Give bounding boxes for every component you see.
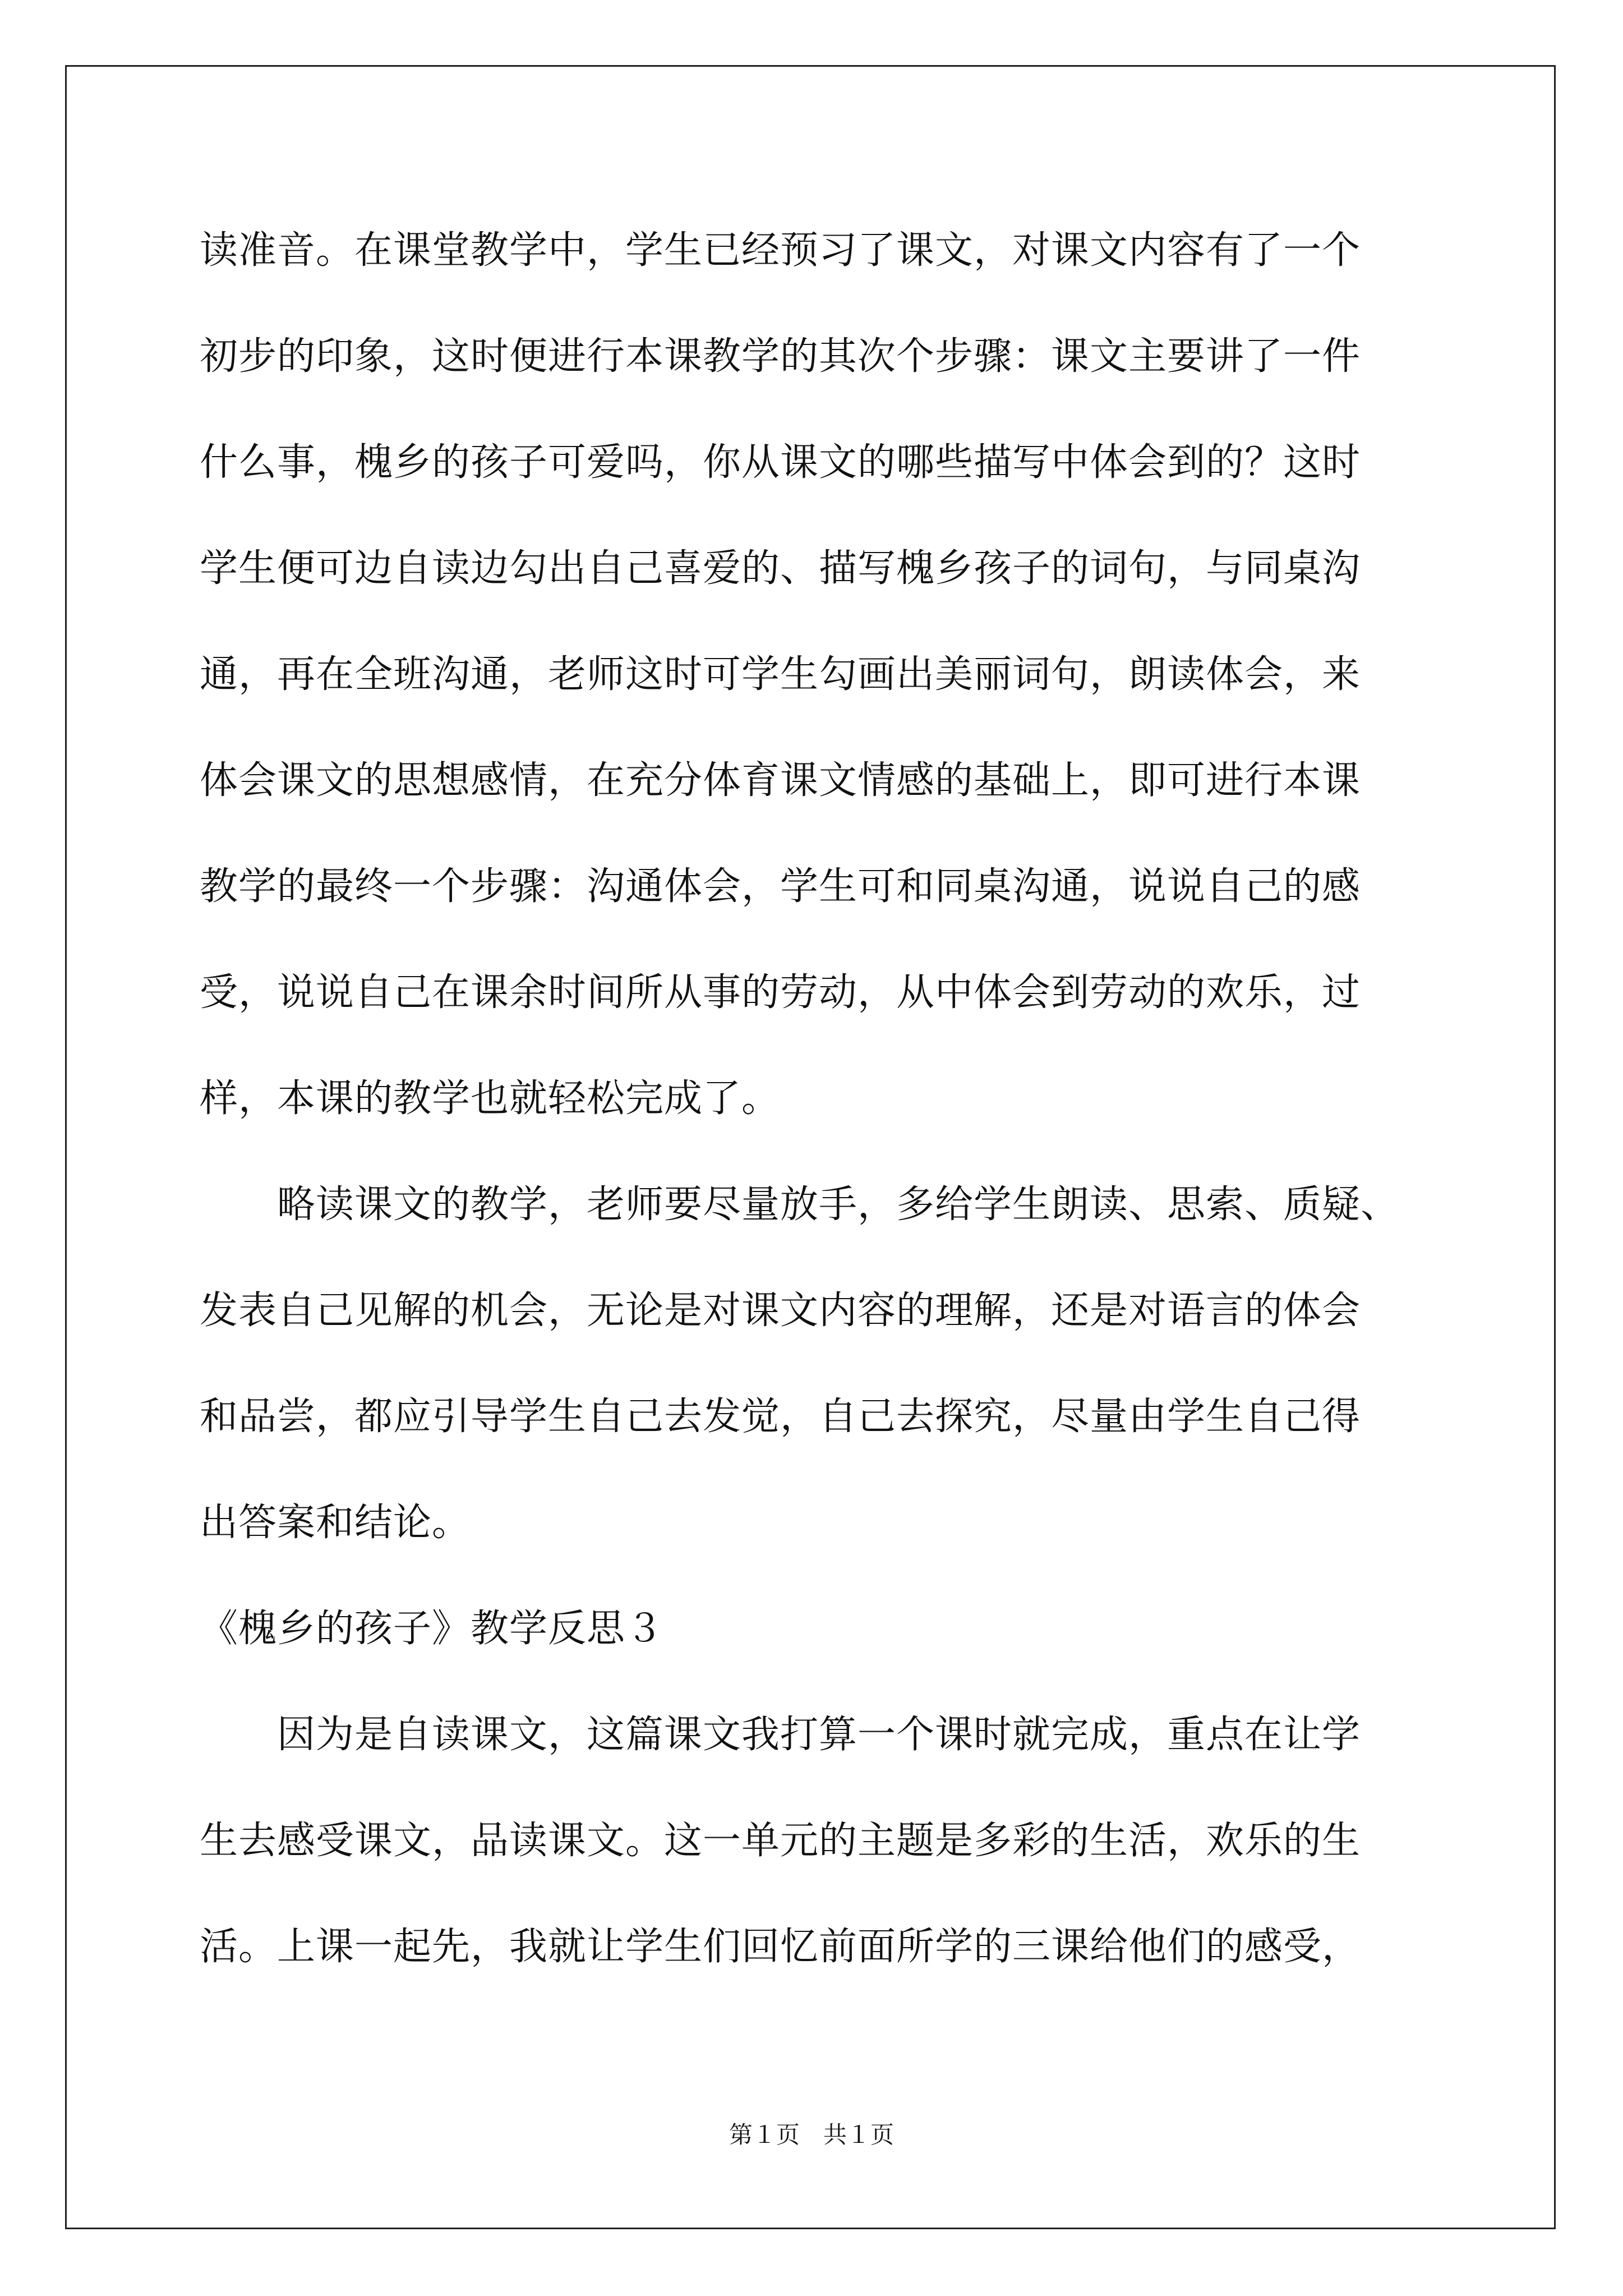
text-line-3: 什么事，槐乡的孩子可爱吗，你从课文的哪些描写中体会到的？这时 xyxy=(200,440,1361,485)
text-line-15: 因为是自读课文，这篇课文我打算一个课时就完成，重点在让学 xyxy=(200,1713,1361,1757)
text-line-12: 和品尝，都应引导学生自己去发觉，自己去探究，尽量由学生自己得 xyxy=(200,1395,1361,1439)
text-line-9: 样，本课的教学也就轻松完成了。 xyxy=(200,1076,781,1121)
text-line-16: 生去感受课文，品读课文。这一单元的主题是多彩的生活，欢乐的生 xyxy=(200,1819,1361,1863)
text-line-10: 略读课文的教学，老师要尽量放手，多给学生朗读、思索、质疑、 xyxy=(200,1182,1400,1227)
text-line-17: 活。上课一起先，我就让学生们回忆前面所学的三课给他们的感受， xyxy=(200,1925,1361,1969)
text-line-1: 读准音。在课堂教学中，学生已经预习了课文，对课文内容有了一个 xyxy=(200,228,1361,273)
text-line-5: 通，再在全班沟通，老师这时可学生勾画出美丽词句，朗读体会，来 xyxy=(200,652,1361,697)
page-border xyxy=(65,65,1556,2229)
text-line-8: 受，说说自己在课余时间所从事的劳动，从中体会到劳动的欢乐，过 xyxy=(200,970,1361,1015)
text-line-11: 发表自己见解的机会，无论是对课文内容的理解，还是对语言的体会 xyxy=(200,1289,1361,1333)
text-line-2: 初步的印象，这时便进行本课教学的其次个步骤：课文主要讲了一件 xyxy=(200,334,1361,379)
text-line-4: 学生便可边自读边勾出自己喜爱的、描写槐乡孩子的词句，与同桌沟 xyxy=(200,546,1361,591)
page-footer: 第１页 共１页 xyxy=(728,2121,894,2148)
section-heading: 《槐乡的孩子》教学反思３ xyxy=(200,1607,665,1651)
text-line-7: 教学的最终一个步骤：沟通体会，学生可和同桌沟通，说说自己的感 xyxy=(200,864,1361,909)
text-line-6: 体会课文的思想感情，在充分体育课文情感的基础上，即可进行本课 xyxy=(200,758,1361,803)
text-line-13: 出答案和结论。 xyxy=(200,1501,471,1545)
